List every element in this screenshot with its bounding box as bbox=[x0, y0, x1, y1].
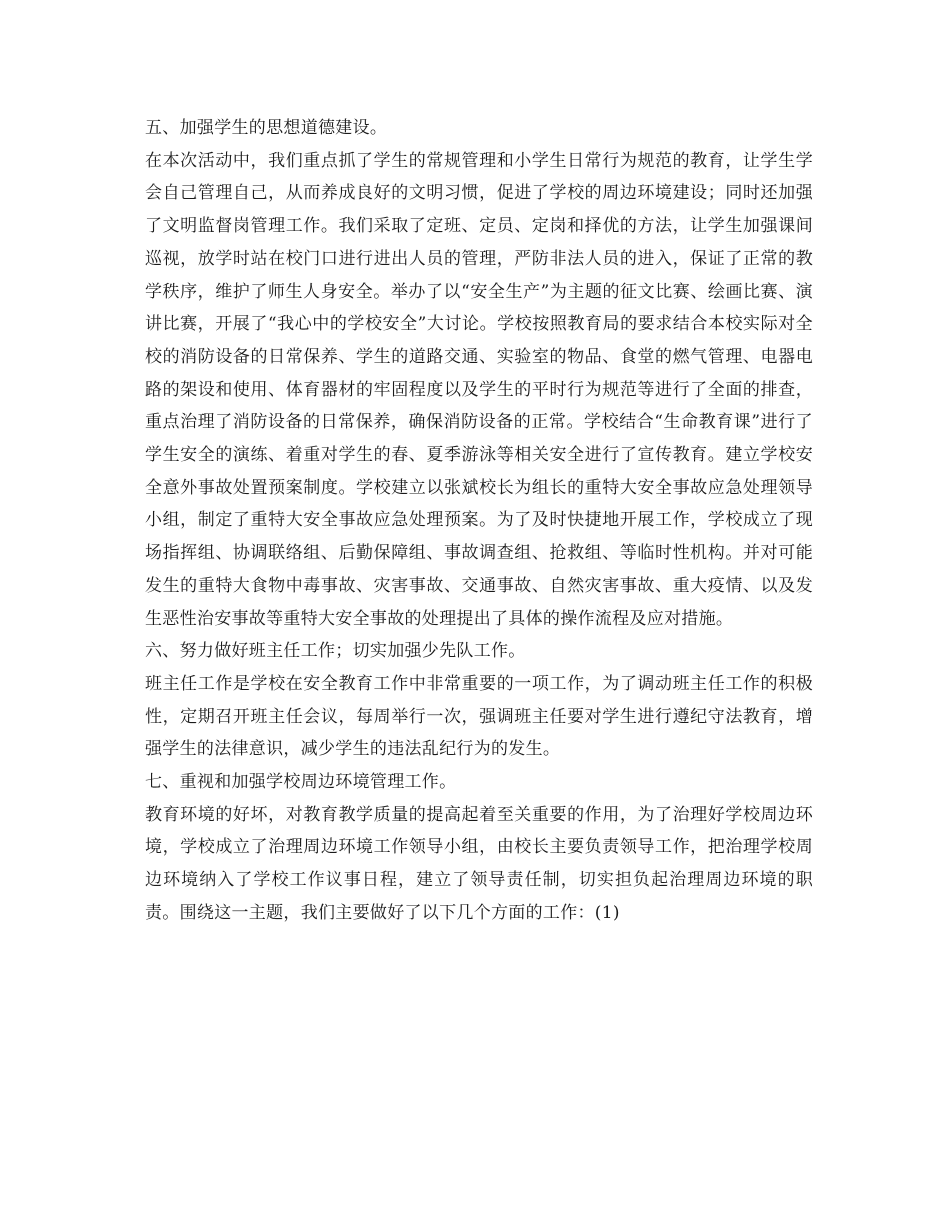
section-heading-7: 七、重视和加强学校周边环境管理工作。 bbox=[145, 772, 457, 793]
body-paragraph: 班主任工作是学校在安全教育工作中非常重要的一项工作，为了调动班主任工作的积极性，定期召开班主任会议，每周举行一次，强调班主任要对学生进行遵纪守法教育，增强学生的法律意识，减少学生的违法乱纪行为的发生。 bbox=[145, 673, 813, 760]
body-paragraph: 在本次活动中，我们重点抓了学生的常规管理和小学生日常行为规范的教育，让学生学会自己管理自己，从而养成良好的文明习惯，促进了学校的周边环境建设；同时还加强了文明监督岗管理工作。我们采取了定班、定员、定岗和择优的方法，让学生加强课间巡视，放学时站在校门口进行进出人员的管理，严防非法人员的进入，保证了正常的教学秩序，维护了师生人身安全。举办了以“安全生产”为主题的征文比赛、绘画比赛、演讲比赛，开展了“我心中的学校安全”大讨论。学校按照教育局的要求结合本校实际对全校的消防设备的日常保养、学生的道路交通、实验室的物品、食堂的燃气管理、电器电路的架设和使用、体育器材的牢固程度以及学生的平时行为规范等进行了全面的排查，重点治理了消防设备的日常保养，确保消防设备的正常。学校结合“生命教育课”进行了学生安全的演练、着重对学生的春、夏季游泳等相关安全进行了宣传教育。建立学校安全意外事故处置预案制度。学校建立以张斌校长为组长的重特大安全事故应急处理领导小组，制定了重特大安全事故应急处理预案。为了及时快捷地开展工作，学校成立了现场指挥组、协调联络组、后勤保障组、事故调查组、抢救组、等临时性机构。并对可能发生的重特大食物中毒事故、灾害事故、交通事故、自然灾害事故、重大疫情、以及发生恶性治安事故等重特大安全事故的处理提出了具体的操作流程及应对措施。 bbox=[145, 150, 813, 629]
section-heading-5: 五、加强学生的思想道德建设。 bbox=[145, 118, 388, 138]
body-paragraph: 教育环境的好坏，对教育教学质量的提高起着至关重要的作用，为了治理好学校周边环境，学校成立了治理周边环境工作领导小组，由校长主要负责领导工作，把治理学校周边环境纳入了学校工作议事日程，建立了领导责任制，切实担负起治理周边环境的职责。围绕这一主题，我们主要做好了以下几个方面的工作：(1) bbox=[145, 804, 813, 923]
section-heading-6: 六、努力做好班主任工作；切实加强少先队工作。 bbox=[145, 641, 526, 662]
document-body bbox=[145, 112, 813, 930]
